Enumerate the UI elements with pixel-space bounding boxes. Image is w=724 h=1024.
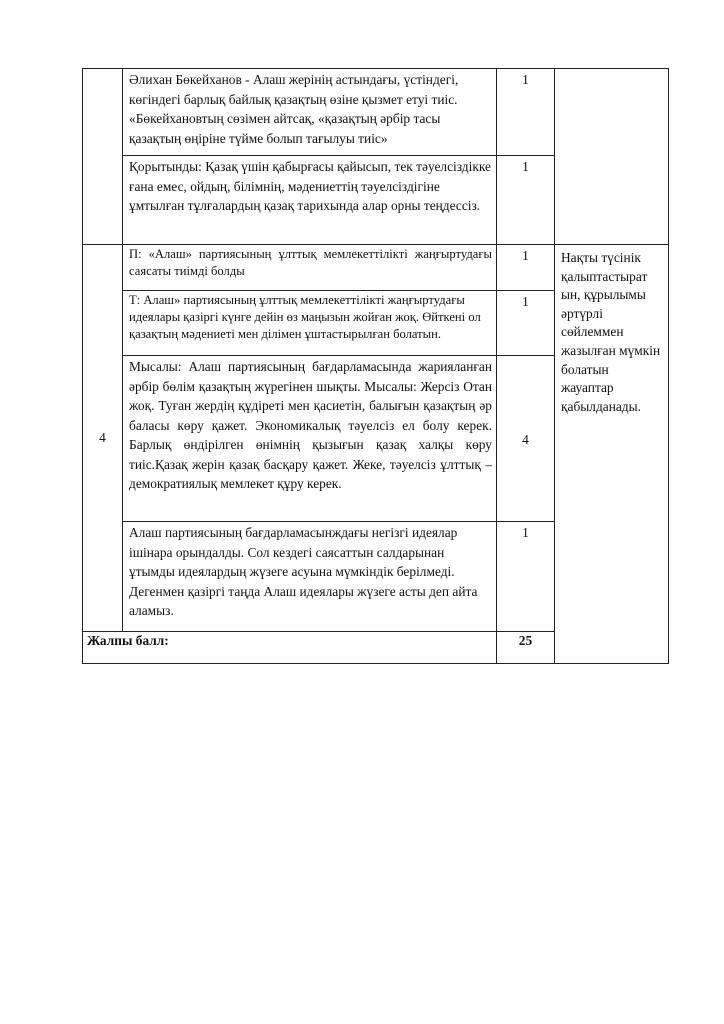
score-cell	[497, 69, 555, 156]
table-row	[83, 245, 669, 291]
answer-text: Алаш партиясының бағдарламасынждағы негізгі идеялар ішінара орындалды. Сол кездегі саясаттын салдарынан ұтымды идеялардың жүзеге асуына мүмкіндік берілмеді. Дегенмен қазіргі таңда Алаш идеялары жүзеге асты деп айта аламыз.	[129, 525, 478, 618]
total-label-cell	[83, 632, 497, 664]
answer-cell	[123, 522, 497, 632]
score-cell	[497, 522, 555, 632]
question-number: 4	[83, 245, 123, 632]
score-cell	[497, 356, 555, 522]
score-value: 1	[522, 294, 529, 309]
note-cell	[555, 245, 669, 664]
answer-text: Әлихан Бөкейханов - Алаш жерінің астындағы, үстіндегі, көгіндегі барлық байлық қазақтың өзіне қызмет етуі тиіс. «Бөкейхановтың сөзімен айтсақ, «қазақтың әрбір тасы қазақтың өңіріне түйме болып тағылуы тиіс»	[129, 72, 459, 146]
answer-text: Мысалы: Алаш партиясының бағдарламасында жарияланған әрбір бөлім қазақтың жүрегінен шықты. Мысалы: Жерсіз Отан жоқ. Туған жердің құдіреті мен қасиетін, балығын қазақтың әр баласы көру қажет. Экономикалық тәуелсіз ел болу керек. Барлық өндірілген өнімнің қызығын қазақ халқы көру тиіс.Қазақ жерін қазақ басқару қажет. Жеке, тәуелсіз ұлттық – демократиялық мемлекет құру керек.	[129, 359, 492, 491]
score-cell	[497, 291, 555, 356]
number-cell	[83, 69, 123, 245]
note-cell	[555, 69, 669, 245]
answer-text: П: «Алаш» партиясының ұлттық мемлекеттілікті жаңғыртудағы саясаты тиімді болды	[129, 247, 492, 278]
total-label: Жалпы балл:	[87, 633, 169, 648]
score-cell	[497, 245, 555, 291]
answer-cell	[123, 291, 497, 356]
answer-cell	[123, 69, 497, 156]
document-page	[82, 68, 668, 664]
score-value: 1	[522, 525, 529, 540]
answer-text: Қорытынды: Қазақ үшін қабырғасы қайысып, тек тәуелсіздікке ғана емес, ойдың, білімнің, мәдениеттің тәуелсіздігіне ұмтылған тұлғалардың қазақ тарихында алар орны теңдессіз.	[129, 159, 491, 213]
table-row	[83, 69, 669, 156]
score-value: 4	[522, 431, 529, 447]
score-value: 1	[522, 159, 529, 174]
total-score-cell	[497, 632, 555, 664]
score-cell	[497, 156, 555, 245]
answer-cell	[123, 245, 497, 291]
answer-text: Т: Алаш» партиясының ұлттық мемлекеттілікті жаңғыртудағы идеялары қазіргі күнге дейін өз маңызын жойған жоқ. Өйткені ол қазақтың мәдениеті мен ділімен ұштастырылған болатын.	[129, 293, 481, 341]
answer-cell	[123, 156, 497, 245]
total-score: 25	[518, 633, 533, 648]
grading-table	[82, 68, 669, 664]
criteria-note: Нақты түсінік қалыптастырат ын, құрылымы әртүрлі сөйлеммен жазылған мүмкін болатын жауаптар қабылданады.	[561, 250, 661, 414]
score-value: 1	[522, 72, 529, 87]
score-value: 1	[522, 248, 529, 263]
answer-cell	[123, 356, 497, 522]
